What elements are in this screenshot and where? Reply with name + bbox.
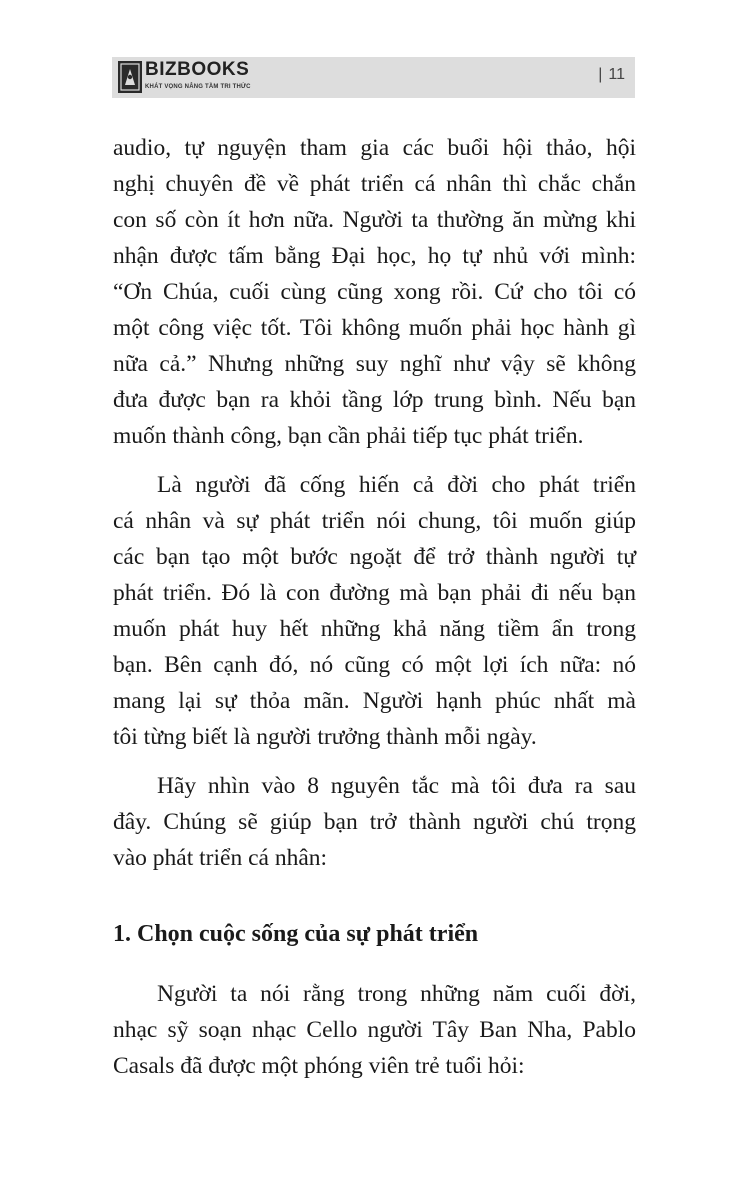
- text-line: con số còn ít hơn nữa. Người ta thường ăn mừng khi: [113, 207, 636, 233]
- text-line: Người ta nói rằng trong những năm cuối đời,: [157, 981, 636, 1007]
- section-heading: 1. Chọn cuộc sống của sự phát triển: [113, 921, 479, 947]
- brand-tagline: KHÁT VỌNG NÂNG TẦM TRI THỨC: [145, 84, 251, 90]
- paragraph-1: [113, 130, 636, 454]
- text-line: muốn phát huy hết những khả năng tiềm ẩn trong: [113, 616, 636, 642]
- text-line: các bạn tạo một bước ngoặt để trở thành người tự: [113, 544, 636, 570]
- page-number: [598, 67, 625, 83]
- text-line: phát triển. Đó là con đường mà bạn phải đi nếu bạn: [113, 580, 636, 606]
- text-line: cá nhân và sự phát triển nói chung, tôi muốn giúp: [113, 508, 636, 534]
- text-line: một công việc tốt. Tôi không muốn phải học hành gì: [113, 315, 636, 341]
- page-number-value: 11: [608, 66, 625, 83]
- bizbooks-logo-icon: [118, 61, 142, 93]
- text-line: “Ơn Chúa, cuối cùng cũng xong rồi. Cứ cho tôi có: [113, 279, 636, 305]
- text-line: Casals đã được một phóng viên trẻ tuổi hỏi:: [113, 1053, 525, 1079]
- text-line: đây. Chúng sẽ giúp bạn trở thành người chú trọng: [113, 809, 636, 835]
- text-line: vào phát triển cá nhân:: [113, 845, 328, 871]
- text-line: nhận được tấm bằng Đại học, họ tự nhủ với mình:: [113, 243, 636, 269]
- text-line: muốn thành công, bạn cần phải tiếp tục phát triển.: [113, 423, 584, 449]
- text-line: nữa cả.” Nhưng những suy nghĩ như vậy sẽ không: [113, 351, 636, 377]
- paragraph-3: [113, 768, 636, 876]
- text-line: nghị chuyên đề về phát triển cá nhân thì chắc chắn: [113, 171, 636, 197]
- text-line: bạn. Bên cạnh đó, nó cũng có một lợi ích nữa: nó: [113, 652, 636, 678]
- page-body: [113, 130, 636, 1097]
- text-line: mang lại sự thỏa mãn. Người hạnh phúc nhất mà: [113, 688, 636, 714]
- brand-name: BIZBOOKS: [145, 59, 250, 80]
- text-line: audio, tự nguyện tham gia các buổi hội thảo, hội: [113, 135, 636, 161]
- text-line: tôi từng biết là người trưởng thành mỗi ngày.: [113, 724, 537, 750]
- paragraph-2: [113, 467, 636, 755]
- text-line: Là người đã cống hiến cả đời cho phát triển: [157, 472, 636, 498]
- text-line: nhạc sỹ soạn nhạc Cello người Tây Ban Nha, Pablo: [113, 1017, 636, 1043]
- text-line: Hãy nhìn vào 8 nguyên tắc mà tôi đưa ra sau: [157, 773, 636, 799]
- page-number-separator: |: [598, 66, 603, 83]
- text-line: đưa được bạn ra khỏi tầng lớp trung bình. Nếu bạn: [113, 387, 636, 413]
- paragraph-4: [113, 976, 636, 1084]
